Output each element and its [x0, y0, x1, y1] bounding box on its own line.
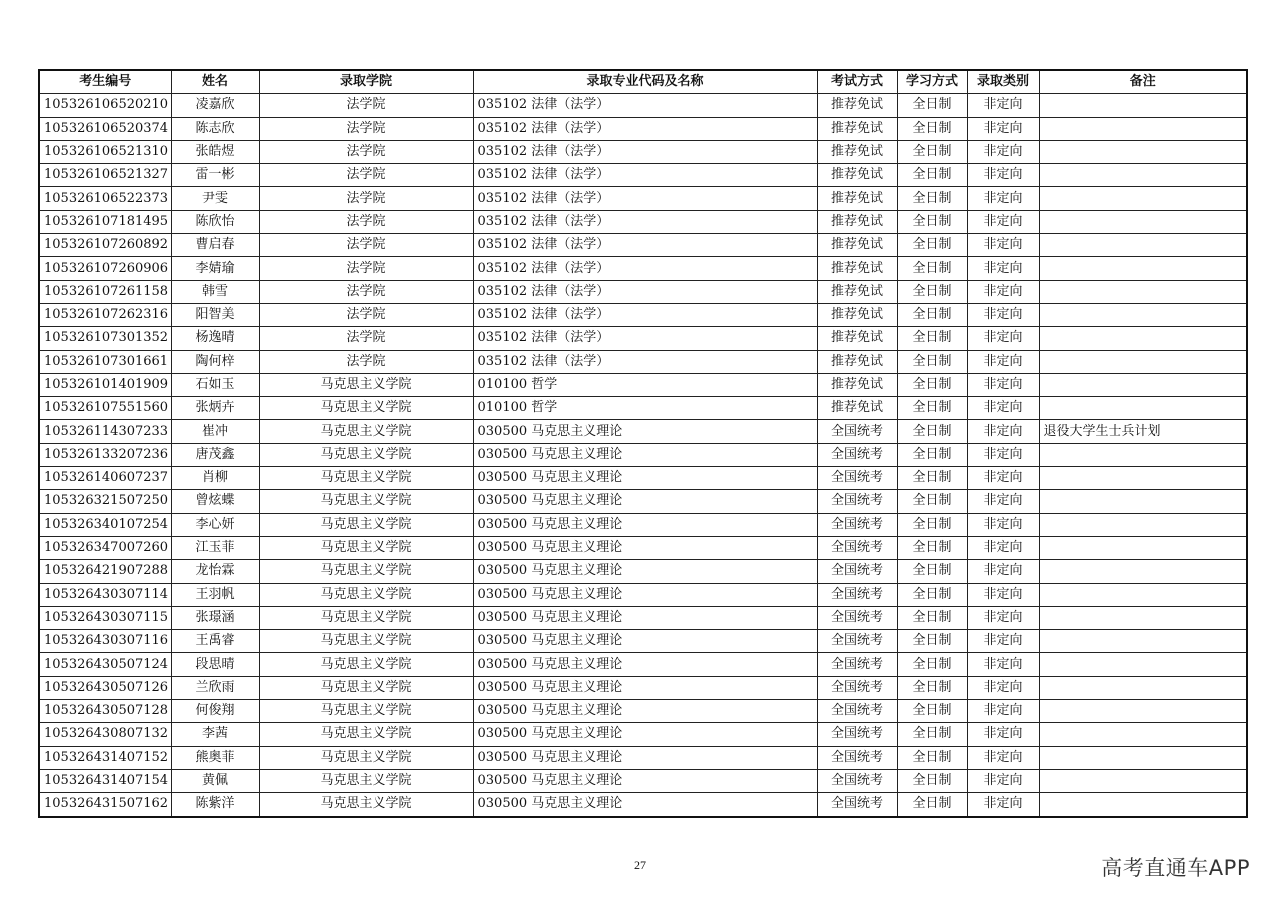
- table-row: [39, 327, 1247, 350]
- cell-college: 马克思主义学院: [259, 793, 473, 817]
- cell-study-mode: 全日制: [897, 117, 967, 140]
- header-college: 录取学院: [259, 70, 473, 94]
- cell-admission-category: 非定向: [967, 257, 1039, 280]
- cell-candidate-id: 105326106520374: [39, 117, 171, 140]
- cell-major: 035102 法律（法学）: [473, 234, 817, 257]
- cell-remarks: [1039, 700, 1247, 723]
- cell-candidate-id: 105326430307115: [39, 606, 171, 629]
- cell-major: 035102 法律（法学）: [473, 164, 817, 187]
- cell-study-mode: 全日制: [897, 793, 967, 817]
- cell-admission-category: 非定向: [967, 303, 1039, 326]
- cell-exam-type: 全国统考: [817, 420, 897, 443]
- table-row: [39, 467, 1247, 490]
- cell-name: 崔冲: [171, 420, 259, 443]
- cell-study-mode: 全日制: [897, 94, 967, 117]
- table-row: [39, 513, 1247, 536]
- cell-admission-category: 非定向: [967, 420, 1039, 443]
- cell-candidate-id: 105326133207236: [39, 443, 171, 466]
- cell-name: 曹启春: [171, 234, 259, 257]
- cell-major: 030500 马克思主义理论: [473, 793, 817, 817]
- cell-admission-category: 非定向: [967, 746, 1039, 769]
- cell-name: 唐茂鑫: [171, 443, 259, 466]
- cell-major: 030500 马克思主义理论: [473, 723, 817, 746]
- table-row: [39, 140, 1247, 163]
- cell-candidate-id: 105326431407152: [39, 746, 171, 769]
- cell-study-mode: 全日制: [897, 350, 967, 373]
- cell-college: 法学院: [259, 117, 473, 140]
- cell-exam-type: 全国统考: [817, 443, 897, 466]
- cell-college: 马克思主义学院: [259, 700, 473, 723]
- cell-admission-category: 非定向: [967, 583, 1039, 606]
- cell-college: 马克思主义学院: [259, 373, 473, 396]
- cell-exam-type: 全国统考: [817, 606, 897, 629]
- cell-name: 龙怡霖: [171, 560, 259, 583]
- cell-exam-type: 全国统考: [817, 467, 897, 490]
- cell-major: 030500 马克思主义理论: [473, 420, 817, 443]
- cell-remarks: [1039, 140, 1247, 163]
- cell-remarks: [1039, 630, 1247, 653]
- cell-major: 035102 法律（法学）: [473, 187, 817, 210]
- cell-major: 030500 马克思主义理论: [473, 560, 817, 583]
- cell-admission-category: 非定向: [967, 513, 1039, 536]
- cell-remarks: [1039, 746, 1247, 769]
- cell-exam-type: 推荐免试: [817, 350, 897, 373]
- table-row: [39, 117, 1247, 140]
- cell-name: 何俊翔: [171, 700, 259, 723]
- cell-major: 030500 马克思主义理论: [473, 606, 817, 629]
- table-row: [39, 350, 1247, 373]
- cell-college: 马克思主义学院: [259, 769, 473, 792]
- cell-candidate-id: 105326321507250: [39, 490, 171, 513]
- cell-admission-category: 非定向: [967, 536, 1039, 559]
- cell-remarks: [1039, 350, 1247, 373]
- cell-remarks: [1039, 397, 1247, 420]
- table-header-row: [39, 70, 1247, 94]
- cell-remarks: [1039, 490, 1247, 513]
- cell-candidate-id: 105326107262316: [39, 303, 171, 326]
- table-row: [39, 257, 1247, 280]
- cell-candidate-id: 105326347007260: [39, 536, 171, 559]
- cell-college: 法学院: [259, 303, 473, 326]
- table-row: [39, 164, 1247, 187]
- cell-admission-category: 非定向: [967, 676, 1039, 699]
- cell-admission-category: 非定向: [967, 327, 1039, 350]
- cell-name: 王羽帆: [171, 583, 259, 606]
- cell-remarks: [1039, 443, 1247, 466]
- table-row: [39, 653, 1247, 676]
- table-row: [39, 397, 1247, 420]
- table-row: [39, 723, 1247, 746]
- cell-study-mode: 全日制: [897, 769, 967, 792]
- cell-study-mode: 全日制: [897, 630, 967, 653]
- cell-name: 陶何梓: [171, 350, 259, 373]
- cell-major: 035102 法律（法学）: [473, 257, 817, 280]
- cell-exam-type: 推荐免试: [817, 117, 897, 140]
- cell-candidate-id: 105326430307116: [39, 630, 171, 653]
- cell-remarks: [1039, 327, 1247, 350]
- cell-name: 杨逸晴: [171, 327, 259, 350]
- cell-name: 李茜: [171, 723, 259, 746]
- cell-major: 035102 法律（法学）: [473, 303, 817, 326]
- table-row: [39, 373, 1247, 396]
- cell-major: 030500 马克思主义理论: [473, 467, 817, 490]
- cell-major: 035102 法律（法学）: [473, 350, 817, 373]
- cell-study-mode: 全日制: [897, 303, 967, 326]
- cell-admission-category: 非定向: [967, 117, 1039, 140]
- cell-candidate-id: 105326107301352: [39, 327, 171, 350]
- cell-exam-type: 全国统考: [817, 630, 897, 653]
- cell-name: 雷一彬: [171, 164, 259, 187]
- admission-table: [38, 69, 1248, 818]
- cell-college: 法学院: [259, 187, 473, 210]
- cell-study-mode: 全日制: [897, 373, 967, 396]
- table-row: [39, 536, 1247, 559]
- cell-name: 李心妍: [171, 513, 259, 536]
- cell-exam-type: 全国统考: [817, 490, 897, 513]
- cell-college: 法学院: [259, 210, 473, 233]
- cell-remarks: [1039, 303, 1247, 326]
- cell-major: 030500 马克思主义理论: [473, 676, 817, 699]
- header-study-mode: 学习方式: [897, 70, 967, 94]
- header-remarks: 备注: [1039, 70, 1247, 94]
- cell-study-mode: 全日制: [897, 164, 967, 187]
- cell-candidate-id: 105326421907288: [39, 560, 171, 583]
- cell-study-mode: 全日制: [897, 606, 967, 629]
- table-row: [39, 700, 1247, 723]
- cell-admission-category: 非定向: [967, 700, 1039, 723]
- cell-study-mode: 全日制: [897, 560, 967, 583]
- cell-exam-type: 推荐免试: [817, 397, 897, 420]
- cell-remarks: [1039, 653, 1247, 676]
- cell-remarks: [1039, 234, 1247, 257]
- table-row: [39, 769, 1247, 792]
- cell-study-mode: 全日制: [897, 140, 967, 163]
- cell-exam-type: 全国统考: [817, 723, 897, 746]
- cell-admission-category: 非定向: [967, 630, 1039, 653]
- table-row: [39, 560, 1247, 583]
- table-row: [39, 746, 1247, 769]
- cell-candidate-id: 105326107261158: [39, 280, 171, 303]
- cell-exam-type: 全国统考: [817, 583, 897, 606]
- table-row: [39, 420, 1247, 443]
- cell-name: 陈紫洋: [171, 793, 259, 817]
- cell-college: 马克思主义学院: [259, 676, 473, 699]
- cell-remarks: 退役大学生士兵计划: [1039, 420, 1247, 443]
- table-row: [39, 94, 1247, 117]
- cell-remarks: [1039, 513, 1247, 536]
- cell-remarks: [1039, 210, 1247, 233]
- cell-exam-type: 推荐免试: [817, 373, 897, 396]
- cell-college: 马克思主义学院: [259, 443, 473, 466]
- cell-study-mode: 全日制: [897, 280, 967, 303]
- cell-remarks: [1039, 467, 1247, 490]
- cell-name: 肖柳: [171, 467, 259, 490]
- cell-candidate-id: 105326106521310: [39, 140, 171, 163]
- cell-remarks: [1039, 583, 1247, 606]
- cell-candidate-id: 105326107260906: [39, 257, 171, 280]
- table-row: [39, 490, 1247, 513]
- cell-college: 马克思主义学院: [259, 723, 473, 746]
- cell-remarks: [1039, 373, 1247, 396]
- cell-exam-type: 全国统考: [817, 700, 897, 723]
- cell-exam-type: 推荐免试: [817, 257, 897, 280]
- cell-study-mode: 全日制: [897, 676, 967, 699]
- cell-college: 马克思主义学院: [259, 746, 473, 769]
- cell-study-mode: 全日制: [897, 327, 967, 350]
- cell-remarks: [1039, 164, 1247, 187]
- cell-college: 马克思主义学院: [259, 420, 473, 443]
- table-row: [39, 234, 1247, 257]
- cell-study-mode: 全日制: [897, 723, 967, 746]
- table-row: [39, 303, 1247, 326]
- table-row: [39, 210, 1247, 233]
- page-number: 27: [634, 858, 646, 872]
- cell-name: 陈志欣: [171, 117, 259, 140]
- cell-college: 法学院: [259, 234, 473, 257]
- cell-name: 兰欣雨: [171, 676, 259, 699]
- cell-name: 凌嘉欣: [171, 94, 259, 117]
- cell-candidate-id: 105326114307233: [39, 420, 171, 443]
- cell-major: 035102 法律（法学）: [473, 94, 817, 117]
- cell-remarks: [1039, 560, 1247, 583]
- cell-admission-category: 非定向: [967, 94, 1039, 117]
- cell-college: 马克思主义学院: [259, 513, 473, 536]
- cell-major: 030500 马克思主义理论: [473, 490, 817, 513]
- cell-candidate-id: 105326340107254: [39, 513, 171, 536]
- cell-exam-type: 推荐免试: [817, 210, 897, 233]
- header-candidate-id: 考生编号: [39, 70, 171, 94]
- cell-college: 法学院: [259, 257, 473, 280]
- cell-study-mode: 全日制: [897, 443, 967, 466]
- header-major: 录取专业代码及名称: [473, 70, 817, 94]
- cell-candidate-id: 105326106522373: [39, 187, 171, 210]
- table-row: [39, 676, 1247, 699]
- header-exam-type: 考试方式: [817, 70, 897, 94]
- cell-candidate-id: 105326431407154: [39, 769, 171, 792]
- cell-remarks: [1039, 536, 1247, 559]
- cell-candidate-id: 105326107551560: [39, 397, 171, 420]
- cell-admission-category: 非定向: [967, 723, 1039, 746]
- cell-remarks: [1039, 723, 1247, 746]
- cell-name: 阳智美: [171, 303, 259, 326]
- table-row: [39, 443, 1247, 466]
- cell-remarks: [1039, 94, 1247, 117]
- cell-major: 030500 马克思主义理论: [473, 746, 817, 769]
- cell-name: 曾炫蝶: [171, 490, 259, 513]
- table-row: [39, 187, 1247, 210]
- cell-remarks: [1039, 769, 1247, 792]
- cell-major: 035102 法律（法学）: [473, 140, 817, 163]
- cell-name: 张璟涵: [171, 606, 259, 629]
- cell-college: 法学院: [259, 327, 473, 350]
- cell-name: 王禹睿: [171, 630, 259, 653]
- cell-major: 030500 马克思主义理论: [473, 536, 817, 559]
- cell-college: 法学院: [259, 164, 473, 187]
- cell-candidate-id: 105326107181495: [39, 210, 171, 233]
- cell-major: 035102 法律（法学）: [473, 280, 817, 303]
- cell-exam-type: 推荐免试: [817, 140, 897, 163]
- cell-remarks: [1039, 606, 1247, 629]
- cell-exam-type: 推荐免试: [817, 303, 897, 326]
- cell-study-mode: 全日制: [897, 397, 967, 420]
- header-admission-category: 录取类别: [967, 70, 1039, 94]
- cell-study-mode: 全日制: [897, 187, 967, 210]
- cell-exam-type: 推荐免试: [817, 94, 897, 117]
- cell-college: 马克思主义学院: [259, 490, 473, 513]
- cell-remarks: [1039, 117, 1247, 140]
- cell-college: 马克思主义学院: [259, 397, 473, 420]
- cell-remarks: [1039, 676, 1247, 699]
- cell-name: 石如玉: [171, 373, 259, 396]
- cell-name: 段思晴: [171, 653, 259, 676]
- cell-exam-type: 全国统考: [817, 793, 897, 817]
- cell-admission-category: 非定向: [967, 490, 1039, 513]
- cell-admission-category: 非定向: [967, 443, 1039, 466]
- watermark: 高考直通车APP: [1101, 856, 1250, 880]
- cell-study-mode: 全日制: [897, 234, 967, 257]
- cell-name: 韩雪: [171, 280, 259, 303]
- cell-college: 马克思主义学院: [259, 560, 473, 583]
- cell-major: 035102 法律（法学）: [473, 117, 817, 140]
- cell-admission-category: 非定向: [967, 234, 1039, 257]
- cell-admission-category: 非定向: [967, 560, 1039, 583]
- cell-remarks: [1039, 280, 1247, 303]
- cell-college: 马克思主义学院: [259, 653, 473, 676]
- cell-exam-type: 推荐免试: [817, 280, 897, 303]
- table-row: [39, 280, 1247, 303]
- cell-admission-category: 非定向: [967, 793, 1039, 817]
- table-body: [39, 94, 1247, 817]
- cell-name: 张炳卉: [171, 397, 259, 420]
- table-row: [39, 606, 1247, 629]
- cell-exam-type: 全国统考: [817, 560, 897, 583]
- cell-college: 马克思主义学院: [259, 583, 473, 606]
- cell-candidate-id: 105326106521327: [39, 164, 171, 187]
- cell-candidate-id: 105326430807132: [39, 723, 171, 746]
- cell-study-mode: 全日制: [897, 467, 967, 490]
- header-name: 姓名: [171, 70, 259, 94]
- cell-exam-type: 推荐免试: [817, 234, 897, 257]
- cell-study-mode: 全日制: [897, 700, 967, 723]
- cell-admission-category: 非定向: [967, 140, 1039, 163]
- cell-exam-type: 全国统考: [817, 676, 897, 699]
- cell-admission-category: 非定向: [967, 467, 1039, 490]
- cell-admission-category: 非定向: [967, 164, 1039, 187]
- cell-candidate-id: 105326430307114: [39, 583, 171, 606]
- cell-major: 010100 哲学: [473, 373, 817, 396]
- cell-name: 陈欣怡: [171, 210, 259, 233]
- cell-name: 李婧瑜: [171, 257, 259, 280]
- cell-name: 尹雯: [171, 187, 259, 210]
- cell-candidate-id: 105326430507128: [39, 700, 171, 723]
- cell-admission-category: 非定向: [967, 397, 1039, 420]
- cell-major: 030500 马克思主义理论: [473, 443, 817, 466]
- cell-exam-type: 推荐免试: [817, 187, 897, 210]
- cell-remarks: [1039, 257, 1247, 280]
- cell-college: 法学院: [259, 280, 473, 303]
- cell-major: 030500 马克思主义理论: [473, 700, 817, 723]
- cell-candidate-id: 105326430507126: [39, 676, 171, 699]
- cell-major: 030500 马克思主义理论: [473, 769, 817, 792]
- cell-study-mode: 全日制: [897, 536, 967, 559]
- cell-study-mode: 全日制: [897, 513, 967, 536]
- cell-candidate-id: 105326431507162: [39, 793, 171, 817]
- cell-exam-type: 全国统考: [817, 513, 897, 536]
- cell-admission-category: 非定向: [967, 373, 1039, 396]
- cell-admission-category: 非定向: [967, 280, 1039, 303]
- cell-major: 030500 马克思主义理论: [473, 653, 817, 676]
- cell-admission-category: 非定向: [967, 210, 1039, 233]
- cell-exam-type: 全国统考: [817, 653, 897, 676]
- cell-study-mode: 全日制: [897, 583, 967, 606]
- cell-admission-category: 非定向: [967, 187, 1039, 210]
- cell-study-mode: 全日制: [897, 490, 967, 513]
- cell-college: 马克思主义学院: [259, 606, 473, 629]
- cell-major: 035102 法律（法学）: [473, 327, 817, 350]
- cell-candidate-id: 105326140607237: [39, 467, 171, 490]
- table-row: [39, 583, 1247, 606]
- cell-study-mode: 全日制: [897, 420, 967, 443]
- cell-study-mode: 全日制: [897, 210, 967, 233]
- cell-admission-category: 非定向: [967, 769, 1039, 792]
- cell-college: 法学院: [259, 140, 473, 163]
- cell-exam-type: 全国统考: [817, 769, 897, 792]
- cell-admission-category: 非定向: [967, 653, 1039, 676]
- cell-candidate-id: 105326107260892: [39, 234, 171, 257]
- cell-college: 法学院: [259, 94, 473, 117]
- cell-candidate-id: 105326106520210: [39, 94, 171, 117]
- cell-exam-type: 推荐免试: [817, 164, 897, 187]
- cell-college: 马克思主义学院: [259, 536, 473, 559]
- cell-candidate-id: 105326107301661: [39, 350, 171, 373]
- cell-name: 张皓煜: [171, 140, 259, 163]
- cell-college: 马克思主义学院: [259, 467, 473, 490]
- cell-study-mode: 全日制: [897, 257, 967, 280]
- cell-remarks: [1039, 187, 1247, 210]
- cell-admission-category: 非定向: [967, 350, 1039, 373]
- table-row: [39, 630, 1247, 653]
- cell-major: 030500 马克思主义理论: [473, 513, 817, 536]
- cell-admission-category: 非定向: [967, 606, 1039, 629]
- cell-name: 黄佩: [171, 769, 259, 792]
- cell-name: 江玉菲: [171, 536, 259, 559]
- cell-major: 030500 马克思主义理论: [473, 583, 817, 606]
- cell-candidate-id: 105326101401909: [39, 373, 171, 396]
- cell-major: 035102 法律（法学）: [473, 210, 817, 233]
- cell-exam-type: 推荐免试: [817, 327, 897, 350]
- cell-college: 马克思主义学院: [259, 630, 473, 653]
- cell-remarks: [1039, 793, 1247, 817]
- cell-candidate-id: 105326430507124: [39, 653, 171, 676]
- table-row: [39, 793, 1247, 817]
- cell-study-mode: 全日制: [897, 653, 967, 676]
- cell-name: 熊奥菲: [171, 746, 259, 769]
- cell-major: 010100 哲学: [473, 397, 817, 420]
- cell-major: 030500 马克思主义理论: [473, 630, 817, 653]
- cell-exam-type: 全国统考: [817, 746, 897, 769]
- cell-exam-type: 全国统考: [817, 536, 897, 559]
- cell-study-mode: 全日制: [897, 746, 967, 769]
- cell-college: 法学院: [259, 350, 473, 373]
